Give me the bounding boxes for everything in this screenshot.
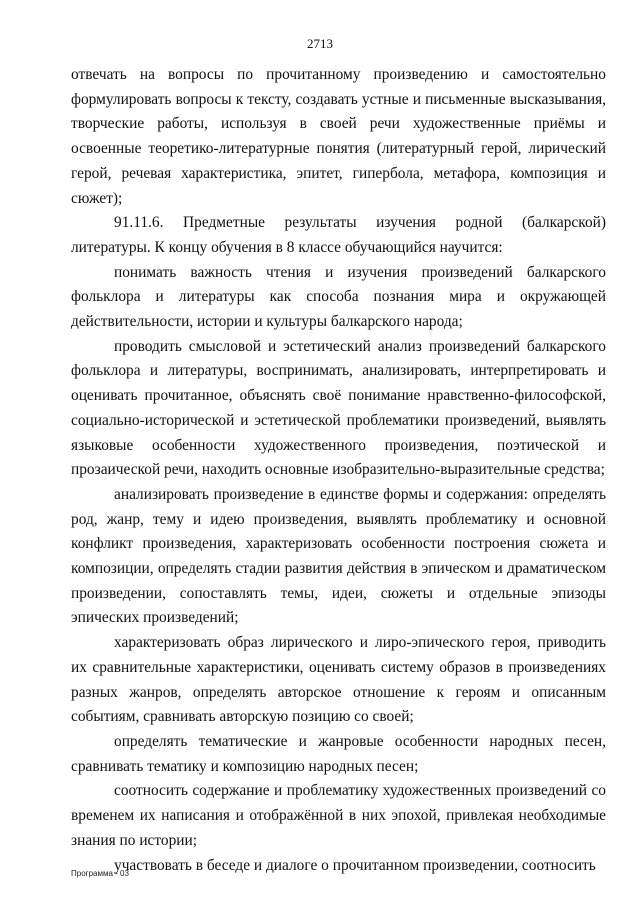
paragraph: характеризовать образ лирического и лиро-эпического героя, приводить их сравнительные характеристики, оценивать систему образов в произведениях разных жанров, определять авторское отношение к героям и описанным событиям, сравнивать авторскую позицию со своей; <box>71 634 606 726</box>
paragraph: определять тематические и жанровые особенности народных песен, сравнивать тематику и композицию народных песен; <box>71 732 606 775</box>
page-footer: Программа - 03 <box>71 869 129 878</box>
paragraph-continued: отвечать на вопросы по прочитанному произведению и самостоятельно формулировать вопросы к тексту, создавать устные и письменные высказывания, творческие работы, используя в своей речи художественные приёмы и освоенные теоретико-литературные понятия (литературный герой, лирический герой, речевая характеристика, эпитет, гипербола, метафора, композиция и сюжет); <box>71 66 606 207</box>
paragraph: проводить смысловой и эстетический анализ произведений балкарского фольклора и литературы, воспринимать, анализировать, интерпретировать и оценивать прочитанное, объяснять своё понимание нравственно-философской, социально-исторической и эстетической проблематики произведений, выявлять языковые особенности художественного произведения, поэтической и прозаической речи, находить основные изобразительно-выразительные средства; <box>71 337 606 479</box>
body-text <box>71 63 606 878</box>
paragraph-truncated: участвовать в беседе и диалоге о прочитанном произведении, соотносить <box>114 856 596 874</box>
paragraph: анализировать произведение в единстве формы и содержания: определять род, жанр, тему и идею произведения, выявлять проблематику и основной конфликт произведения, характеризовать особенности построения сюжета и композиции, определять стадии развития действия в эпическом и драматическом произведении, сопоставлять темы, идеи, сюжеты и отдельные эпизоды эпических произведений; <box>71 485 606 627</box>
paragraph: соотносить содержание и проблематику художественных произведений со временем их написания и отображённой в них эпохой, привлекая необходимые знания по истории; <box>71 782 606 849</box>
page-number: 2713 <box>307 36 333 51</box>
section-heading-paragraph: 91.11.6. Предметные результаты изучения родной (балкарской) литературы. К концу обучения в 8 классе обучающийся научится: <box>71 214 606 256</box>
paragraph: понимать важность чтения и изучения произведений балкарского фольклора и литературы как способа познания мира и окружающей действительности, истории и культуры балкарского народа; <box>71 263 606 331</box>
